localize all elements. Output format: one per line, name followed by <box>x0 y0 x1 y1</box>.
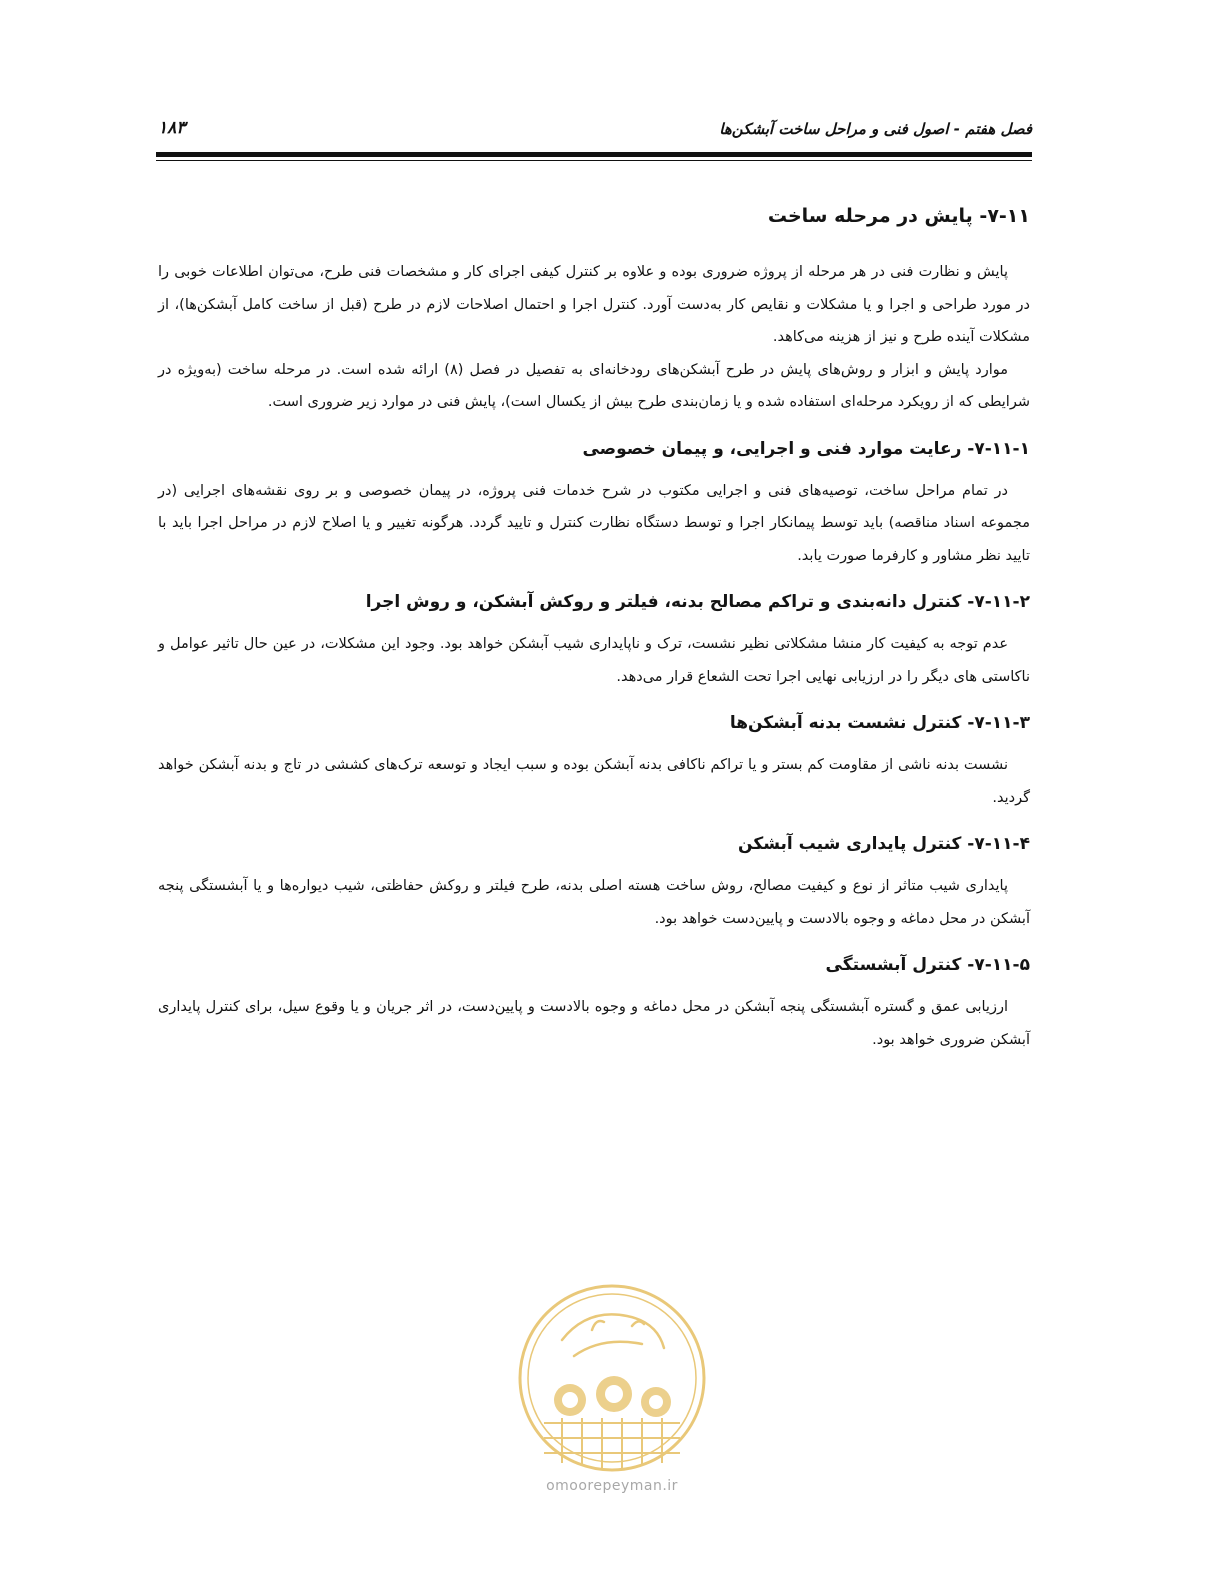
subsection-heading: ۷-۱۱-۵- کنترل آبشستگی <box>825 955 1030 975</box>
subsection-heading: ۷-۱۱-۳- کنترل نشست بدنه آبشکن‌ها <box>729 713 1030 733</box>
subsection-1 <box>158 431 1030 573</box>
header-rule-thin <box>156 160 1032 161</box>
header-rule-thick <box>156 152 1032 157</box>
watermark-url: omoorepeyman.ir <box>546 1478 678 1494</box>
watermark-logo <box>492 1278 732 1478</box>
subsection-3 <box>158 705 1030 814</box>
subsection-paragraph: عدم توجه به کیفیت کار منشا مشکلاتی نظیر نشست، ترک و ناپایداری شیب آبشکن خواهد بود. وجود این مشکلات، در عین حال تاثیر عوامل و ناکاستی های دیگر را در ارزیابی نهایی اجرا تحت الشعاع قرار می‌دهد. <box>158 636 1030 685</box>
subsection-heading: ۷-۱۱-۱- رعایت موارد فنی و اجرایی، و پیمان خصوصی <box>582 438 1030 459</box>
subsection-paragraph: نشست بدنه ناشی از مقاومت کم بستر و یا تراکم ناکافی بدنه آبشکن بوده و سبب ایجاد و توسعه ترک‌های کششی در تاج و بدنه آبشکن خواهد گردید. <box>158 757 1030 806</box>
body-paragraph: پایش و نظارت فنی در هر مرحله از پروژه ضروری بوده و علاوه بر کنترل کیفی اجرای کار و مشخصات فنی طرح، می‌توان اطلاعات خوبی را در مورد طراحی و اجرا و یا مشکلات و نقایص کار به‌دست آورد. کنترل اجرا و احتمال اصلاحات لازم در طرح (قبل از ساخت کامل آبشکن‌ها)، از مشکلات آینده طرح و نیز از هزینه می‌کاهد. <box>158 264 1030 345</box>
subsection-2 <box>158 584 1030 693</box>
page-number: ۱۸۳ <box>158 118 186 138</box>
seal-icon <box>492 1278 732 1478</box>
subsection-5 <box>158 947 1030 1056</box>
section-heading: ۷-۱۱- پایش در مرحله ساخت <box>767 205 1030 227</box>
subsection-heading: ۷-۱۱-۴- کنترل پایداری شیب آبشکن <box>738 834 1030 854</box>
page-content <box>158 196 1030 1056</box>
subsection-paragraph: ارزیابی عمق و گستره آبشستگی پنجه آبشکن در محل دماغه و وجوه بالادست و پایین‌دست، در اثر جریان و یا وقوع سیل، برای کنترل پایداری آبشکن ضروری خواهد بود. <box>158 999 1030 1048</box>
subsection-paragraph: پایداری شیب متاثر از نوع و کیفیت مصالح، روش ساخت هسته اصلی بدنه، طرح فیلتر و روکش حفاظتی، شیب دیواره‌ها و یا آبشستگی پنجه آبشکن در محل دماغه و وجوه بالادست و پایین‌دست خواهد بود. <box>158 878 1030 927</box>
subsection-heading: ۷-۱۱-۲- کنترل دانه‌بندی و تراکم مصالح بدنه، فیلتر و روکش آبشکن، و روش اجرا <box>365 592 1030 612</box>
chapter-title: فصل هفتم - اصول فنی و مراحل ساخت آبشکن‌ها <box>719 120 1032 138</box>
running-header <box>156 118 1032 148</box>
subsection-4 <box>158 826 1030 935</box>
subsection-paragraph: در تمام مراحل ساخت، توصیه‌های فنی و اجرایی مکتوب در شرح خدمات فنی پروژه، در پیمان خصوصی و بر روی نقشه‌های اجرایی (در مجموعه اسناد مناقصه) باید توسط پیمانکار اجرا و توسط دستگاه نظارت کنترل و تایید گردد. هرگونه تغییر و یا اصلاح لازم در مراحل اجرا باید با تایید نظر مشاور و کارفرما صورت یابد. <box>158 482 1030 564</box>
body-paragraph: موارد پایش و ابزار و روش‌های پایش در طرح آبشکن‌های رودخانه‌ای به تفصیل در فصل (۸) ارائه شده است. در مرحله ساخت (به‌ویژه در شرایطی که از رویکرد مرحله‌ای استفاده شده و یا زمان‌بندی طرح بیش از یکسال است)، پایش فنی در موارد زیر ضروری است. <box>158 361 1030 410</box>
